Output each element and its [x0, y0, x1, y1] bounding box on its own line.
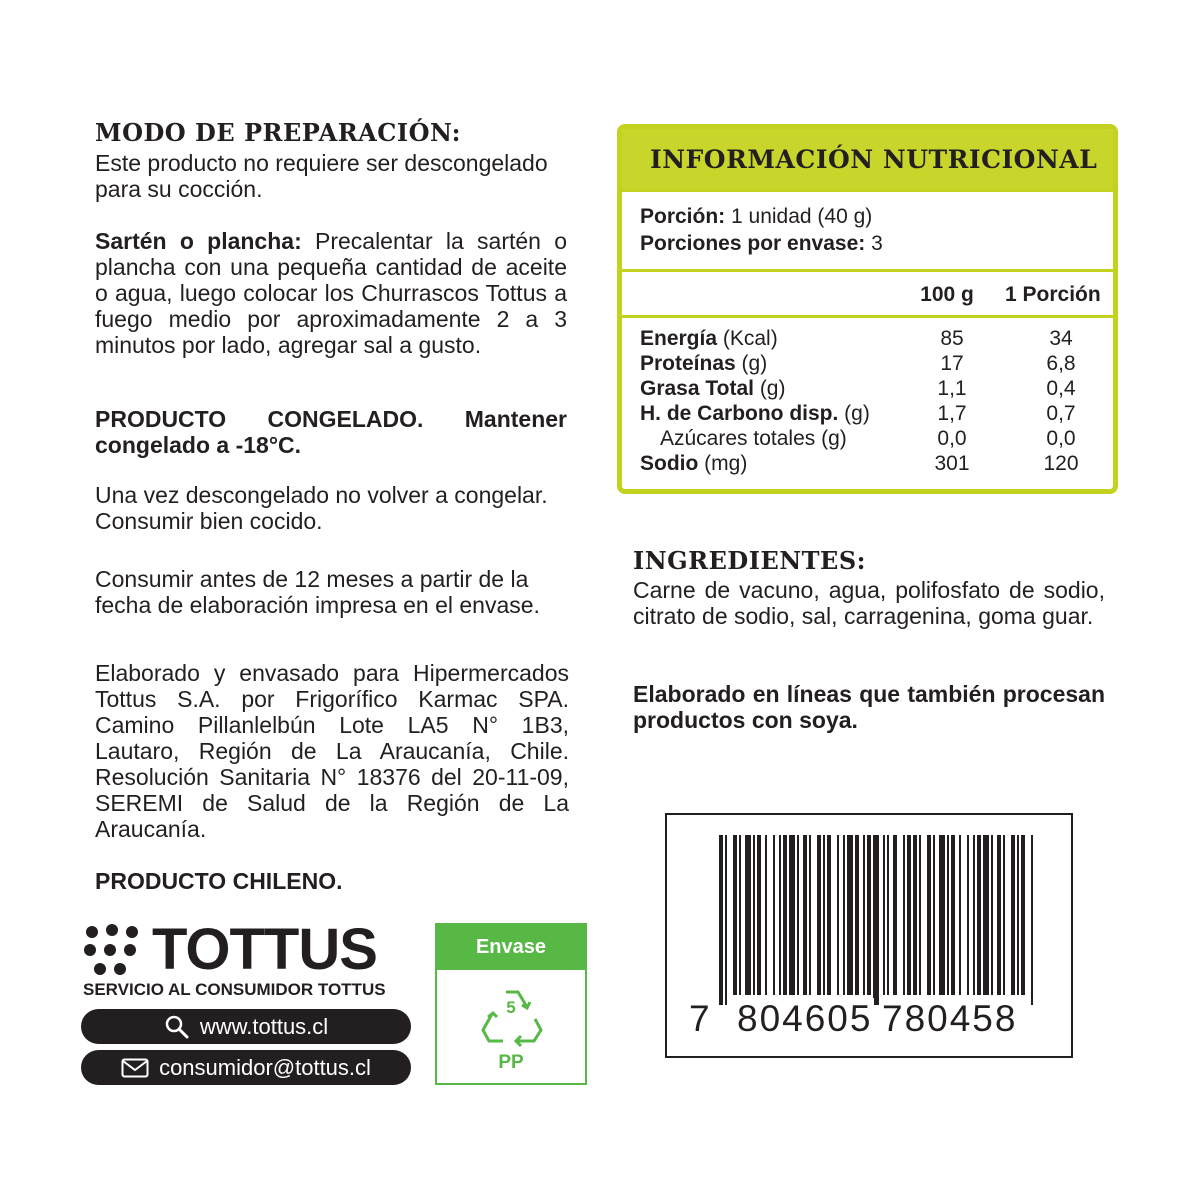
value-100g: 1,1	[937, 377, 967, 400]
barcode-digit-first: 7	[689, 998, 710, 1039]
value-portion: 0,0	[1046, 427, 1076, 450]
barcode-bar	[959, 835, 961, 995]
nutrient-label	[640, 377, 785, 401]
barcode-digits-left: 804605	[737, 998, 873, 1039]
nutrient-label	[640, 402, 870, 426]
value-portion: 6,8	[1046, 352, 1076, 375]
barcode-bar	[867, 835, 871, 995]
servings-line	[640, 232, 883, 256]
barcode-bar	[863, 835, 865, 995]
email-text: consumidor@tottus.cl	[159, 1054, 371, 1080]
col-header-100g: 100 g	[920, 283, 974, 306]
divider	[622, 189, 1113, 192]
frozen-warning: PRODUCTO CONGELADO. Mantener congelado a -18°C.	[95, 406, 567, 458]
portion-line	[640, 205, 872, 229]
brand-name: TOTTUS	[152, 917, 377, 982]
barcode-bar	[933, 835, 935, 995]
tottus-dots-icon	[84, 924, 140, 976]
email-link[interactable]	[81, 1050, 411, 1085]
barcode-bar	[1021, 835, 1025, 995]
material-code: PP	[498, 1052, 524, 1073]
value-100g: 301	[934, 452, 970, 475]
barcode-bar	[903, 835, 905, 995]
barcode-bar	[883, 835, 885, 995]
website-link[interactable]	[81, 1009, 411, 1044]
nutrient-unit: (g)	[838, 402, 870, 425]
barcode-bar	[803, 835, 807, 995]
barcode-bar	[919, 835, 921, 995]
barcode-bar	[823, 835, 825, 995]
barcode-bar	[855, 835, 859, 995]
barcode-bar	[753, 835, 755, 995]
packaging-header: Envase	[437, 925, 585, 970]
barcode-bar	[837, 835, 839, 995]
packaging-badge	[435, 923, 587, 1085]
nutrient-label	[640, 452, 747, 476]
barcode-bar	[1003, 835, 1005, 995]
portion-label: Porción:	[640, 205, 726, 228]
barcode-bar	[927, 835, 931, 995]
nutrient-label: Azúcares totales (g)	[660, 427, 847, 450]
barcode-bar	[827, 835, 831, 995]
barcode-bar	[745, 835, 751, 995]
barcode-bar	[983, 835, 989, 995]
nutrient-unit: (mg)	[698, 452, 748, 475]
barcode-bar	[847, 835, 853, 995]
barcode-bar	[893, 835, 897, 995]
servings-value: 3	[865, 232, 883, 255]
barcode-bar	[951, 835, 955, 995]
nutrient-name: Grasa Total	[640, 377, 754, 400]
tottus-logo	[84, 917, 377, 982]
barcode-bar	[817, 835, 821, 995]
divider	[622, 315, 1113, 318]
website-text: www.tottus.cl	[199, 1013, 329, 1039]
recycle-area	[437, 970, 585, 1083]
divider	[622, 269, 1113, 272]
barcode-bar	[991, 835, 993, 995]
barcode-bar	[765, 835, 767, 995]
value-100g: 0,0	[937, 427, 967, 450]
barcode-bar	[797, 835, 799, 995]
barcode	[665, 813, 1073, 1058]
refreeze-warning: Una vez descongelado no volver a congelar. Consumir bien cocido.	[95, 482, 548, 534]
nutrient-name: Energía	[640, 327, 718, 350]
origin: PRODUCTO CHILENO.	[95, 868, 343, 894]
portion-value: 1 unidad (40 g)	[725, 205, 873, 228]
pan-label: Sartén o plancha:	[95, 228, 302, 254]
nutrient-unit: (g)	[735, 352, 768, 375]
barcode-bar	[719, 835, 723, 1005]
barcode-bar	[733, 835, 737, 995]
barcode-bar	[757, 835, 761, 995]
nutrition-table	[617, 124, 1118, 494]
nutrient-name: Sodio	[640, 452, 699, 475]
servings-label: Porciones por envase:	[640, 232, 866, 255]
pan-instructions	[95, 228, 567, 358]
nutrient-name: Proteínas	[640, 352, 736, 375]
barcode-bar	[947, 835, 949, 995]
nutrient-label	[640, 327, 778, 351]
barcode-bar	[809, 835, 811, 995]
value-portion: 0,7	[1046, 402, 1076, 425]
mail-icon	[121, 1058, 149, 1078]
ingredients-text: Carne de vacuno, agua, polifosfato de sodio, citrato de sodio, sal, carragenina, goma guar.	[633, 577, 1105, 629]
barcode-digits-right: 780458	[882, 998, 1018, 1039]
nutrient-unit: (g)	[753, 377, 786, 400]
value-portion: 0,4	[1046, 377, 1076, 400]
manufacturer-info: Elaborado y envasado para Hipermercados Tottus S.A. por Frigorífico Karmac SPA. Camino Pillanlelbún Lote LA5 N° 1B3, Lautaro, Región de La Araucanía, Chile. Resolución Sanitaria N° 18376 del 20-11-09, SEREMI de Salud de la Región de La Araucanía.	[95, 660, 569, 842]
barcode-bar	[967, 835, 969, 995]
nutrient-unit: (Kcal)	[717, 327, 778, 350]
barcode-bar	[1031, 835, 1033, 1005]
value-100g: 85	[940, 327, 964, 350]
value-100g: 1,7	[937, 402, 967, 425]
col-header-portion: 1 Porción	[1005, 283, 1101, 306]
recycle-code: 5	[506, 998, 516, 1017]
barcode-bar	[1011, 835, 1015, 995]
barcode-bar	[873, 835, 879, 1005]
best-before: Consumir antes de 12 meses a partir de la fecha de elaboración impresa en el envase.	[95, 566, 540, 618]
barcode-bar	[913, 835, 917, 995]
barcode-bar	[973, 835, 975, 995]
preparation-title: MODO DE PREPARACIÓN:	[95, 118, 461, 147]
barcode-bar	[739, 835, 741, 995]
barcode-bar	[997, 835, 1001, 995]
barcode-bar	[907, 835, 911, 995]
value-portion: 120	[1043, 452, 1079, 475]
nutrient-label	[640, 352, 767, 376]
barcode-bar	[977, 835, 981, 995]
barcode-bars	[719, 835, 1039, 1005]
barcode-bar	[789, 835, 795, 995]
allergen-note: Elaborado en líneas que también procesan productos con soya.	[633, 681, 1105, 733]
nutrition-title: INFORMACIÓN NUTRICIONAL	[622, 129, 1113, 189]
barcode-bar	[939, 835, 945, 995]
barcode-bar	[725, 835, 727, 1005]
value-100g: 17	[940, 352, 964, 375]
barcode-bar	[1017, 835, 1019, 995]
ingredients-title: INGREDIENTES:	[633, 546, 867, 575]
barcode-bar	[779, 835, 781, 995]
barcode-bar	[773, 835, 775, 995]
search-icon	[164, 1014, 190, 1040]
barcode-bar	[783, 835, 787, 995]
service-label: SERVICIO AL CONSUMIDOR TOTTUS	[83, 980, 386, 999]
barcode-bar	[843, 835, 845, 995]
nutrient-name: H. de Carbono disp.	[640, 402, 839, 425]
pan-text: Precalentar la sartén o plancha con una pequeña cantidad de aceite o agua, luego colocar los Churrascos Tottus a fuego medio por aproximadamente 2 a 3 minutos por lado, agregar sal a gusto.	[95, 228, 568, 358]
preparation-intro: Este producto no requiere ser descongelado para su cocción.	[95, 150, 548, 202]
value-portion: 34	[1049, 327, 1073, 350]
barcode-bar	[887, 835, 889, 995]
